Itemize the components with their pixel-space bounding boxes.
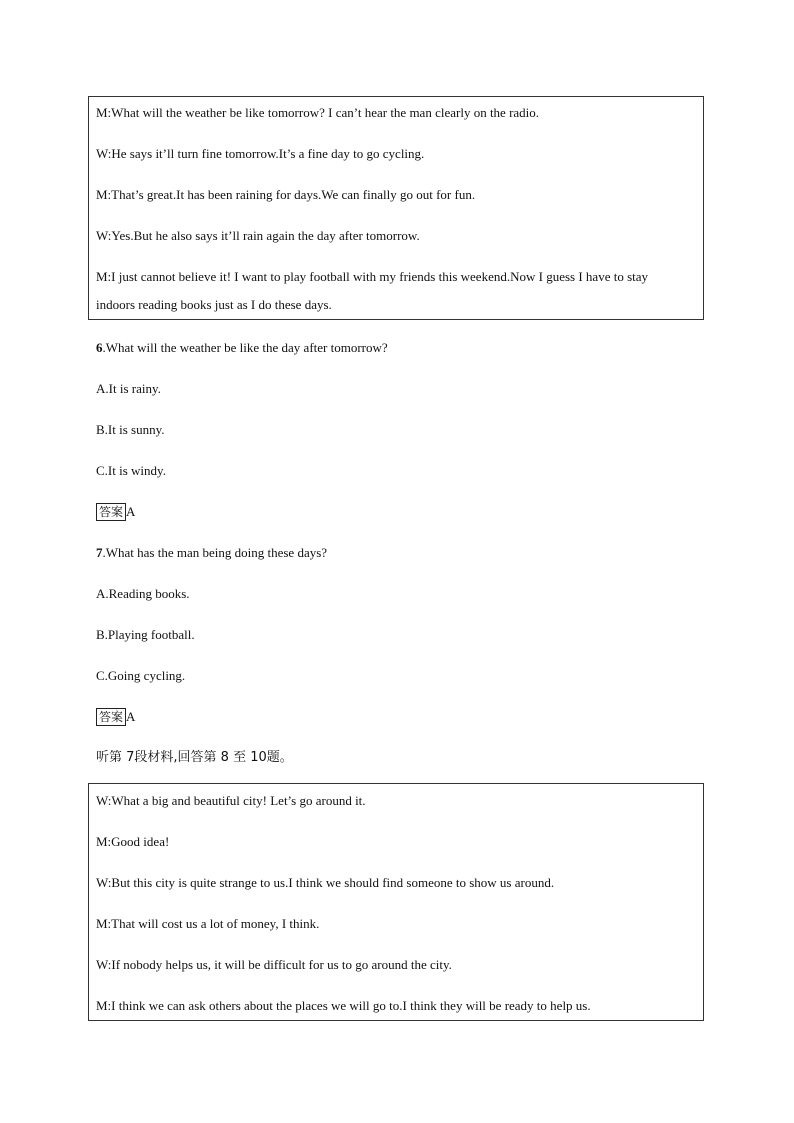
dialog1-line: indoors reading books just as I do these days. <box>96 297 332 312</box>
dialog1-line: M:That’s great.It has been raining for days.We can finally go out for fun. <box>96 187 476 202</box>
question-text: .What has the man being doing these days? <box>102 545 328 560</box>
dialog1-line: W:He says it’ll turn fine tomorrow.It’s a fine day to go cycling. <box>96 146 425 161</box>
answer-value: A <box>126 504 136 519</box>
dialog2-line: W:If nobody helps us, it will be difficult for us to go around the city. <box>96 957 452 972</box>
answer-value: A <box>126 709 136 724</box>
option-b: B.It is sunny. <box>96 422 165 437</box>
answer-label: 答案 <box>96 708 126 726</box>
answer-row <box>96 708 135 726</box>
option-a: A.Reading books. <box>96 586 190 601</box>
option-b: B.Playing football. <box>96 627 195 642</box>
option-a: A.It is rainy. <box>96 381 161 396</box>
option-c: C.Going cycling. <box>96 668 186 683</box>
dialog2-line: M:Good idea! <box>96 834 170 849</box>
dialog1-line: M:I just cannot believe it! I want to play football with my friends this weekend.Now I guess I have to stay <box>96 269 649 284</box>
dialog2-line: W:What a big and beautiful city! Let’s go around it. <box>96 793 366 808</box>
dialog-box-1 <box>88 96 704 320</box>
dialog1-line: M:What will the weather be like tomorrow? I can’t hear the man clearly on the radio. <box>96 105 540 120</box>
dialog2-line: M:That will cost us a lot of money, I think. <box>96 916 320 931</box>
question-7 <box>96 544 327 562</box>
dialog-box-2 <box>88 783 704 1021</box>
dialog2-line: W:But this city is quite strange to us.I think we should find someone to show us around. <box>96 875 555 890</box>
question-text: .What will the weather be like the day after tomorrow? <box>102 340 388 355</box>
answer-row <box>96 503 135 521</box>
question-6 <box>96 339 388 357</box>
dialog2-line: M:I think we can ask others about the places we will go to.I think they will be ready to help us. <box>96 998 591 1013</box>
section-intro: 听第 7段材料,回答第 8 至 10题。 <box>96 750 293 765</box>
question-number: 6 <box>96 340 103 355</box>
question-number: 7 <box>96 545 103 560</box>
option-c: C.It is windy. <box>96 463 166 478</box>
dialog1-line: W:Yes.But he also says it’ll rain again the day after tomorrow. <box>96 228 420 243</box>
answer-label: 答案 <box>96 503 126 521</box>
